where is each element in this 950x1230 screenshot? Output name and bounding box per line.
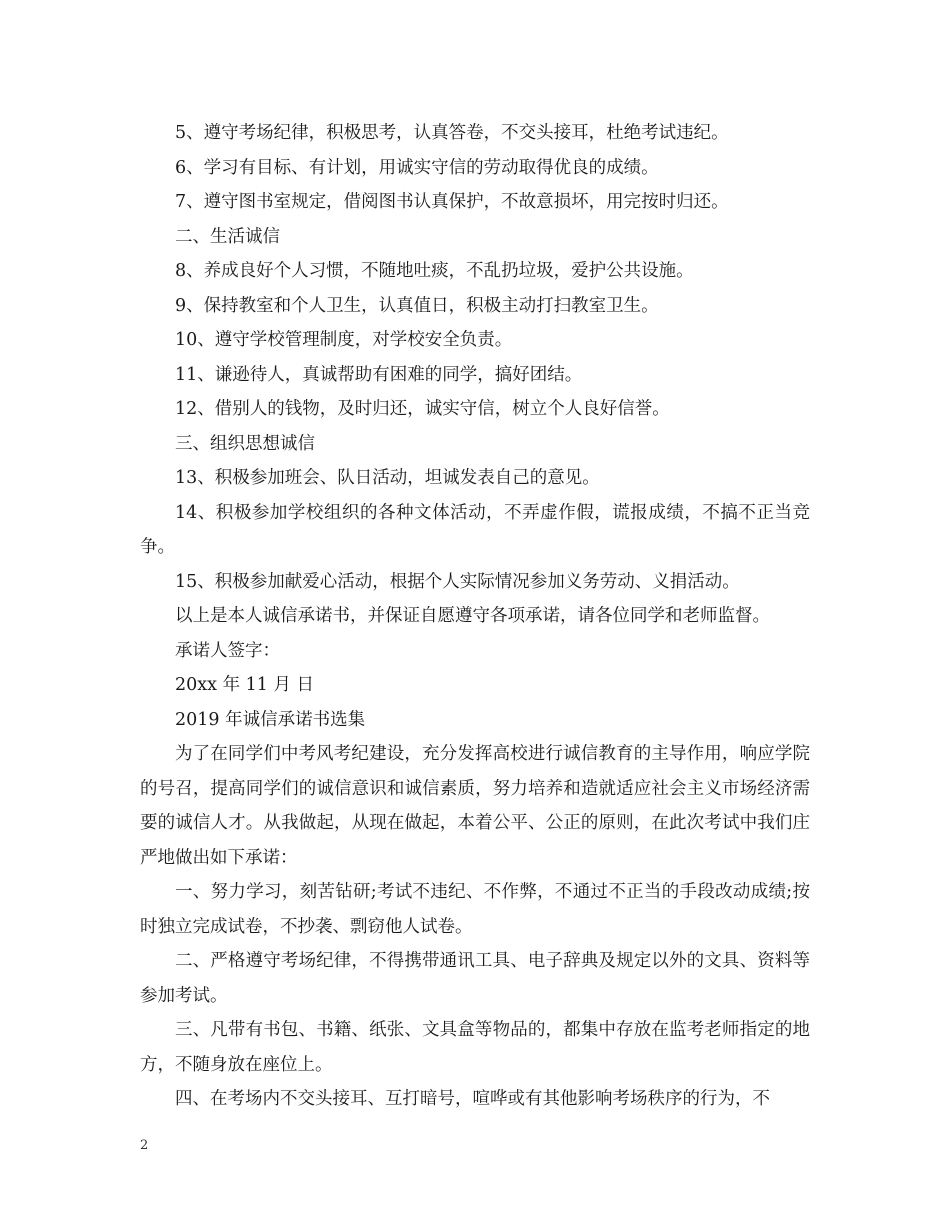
document-body (140, 116, 810, 1117)
paragraph: 13、积极参加班会、队日活动，坦诚发表自己的意见。 (175, 468, 600, 488)
paragraph: 为了在同学们中考风考纪建设，充分发挥高校进行诚信教育的主导作用，响应学院的号召，提高同学们的诚信意识和诚信素质，努力培养和造就适应社会主义市场经济需要的诚信人才。从我做起，从现在做起，本着公平、公正的原则，在此次考试中我们庄严地做出如下承诺： (140, 744, 810, 868)
paragraph: 一、努力学习，刻苦钻研;考试不违纪、不作弊，不通过不正当的手段改动成绩;按时独立完成试卷，不抄袭、剽窃他人试卷。 (140, 882, 810, 937)
section-title: 2019 年诚信承诺书选集 (175, 709, 366, 730)
paragraph: 12、借别人的钱物，及时归还，诚实守信，树立个人良好信誉。 (175, 399, 670, 419)
section-heading: 二、生活诚信 (175, 226, 280, 247)
paragraph: 9、保持教室和个人卫生，认真值日，积极主动打扫教室卫生。 (175, 295, 659, 316)
section-heading: 三、组织思想诚信 (175, 433, 315, 454)
paragraph: 15、积极参加献爱心活动，根据个人实际情况参加义务劳动、义捐活动。 (175, 571, 740, 592)
paragraph: 14、积极参加学校组织的各种文体活动，不弄虚作假，谎报成绩，不搞不正当竞争。 (140, 502, 810, 557)
paragraph: 三、凡带有书包、书籍、纸张、文具盒等物品的，都集中存放在监考老师指定的地方，不随身放在座位上。 (140, 1020, 810, 1075)
paragraph: 11、谦逊待人，真诚帮助有困难的同学，搞好团结。 (175, 364, 583, 385)
paragraph: 7、遵守图书室规定，借阅图书认真保护，不故意损坏，用完按时归还。 (175, 192, 729, 212)
page-number: 2 (140, 1138, 149, 1153)
date-line: 20xx 年 11 月 日 (175, 675, 315, 695)
paragraph: 10、遵守学校管理制度，对学校安全负责。 (175, 330, 513, 350)
paragraph: 二、严格遵守考场纪律，不得携带通讯工具、电子辞典及规定以外的文具、资料等参加考试。 (140, 951, 810, 1006)
signature-line: 承诺人签字： (175, 640, 280, 661)
paragraph: 5、遵守考场纪律，积极思考，认真答卷，不交头接耳，杜绝考试违纪。 (175, 123, 729, 143)
paragraph: 6、学习有目标、有计划，用诚实守信的劳动取得优良的成绩。 (175, 157, 659, 178)
paragraph: 四、在考场内不交头接耳、互打暗号，喧哗或有其他影响考场秩序的行为，不 (175, 1089, 770, 1109)
paragraph: 以上是本人诚信承诺书，并保证自愿遵守各项承诺，请各位同学和老师监督。 (175, 606, 770, 626)
paragraph: 8、养成良好个人习惯，不随地吐痰，不乱扔垃圾，爱护公共设施。 (175, 261, 694, 281)
